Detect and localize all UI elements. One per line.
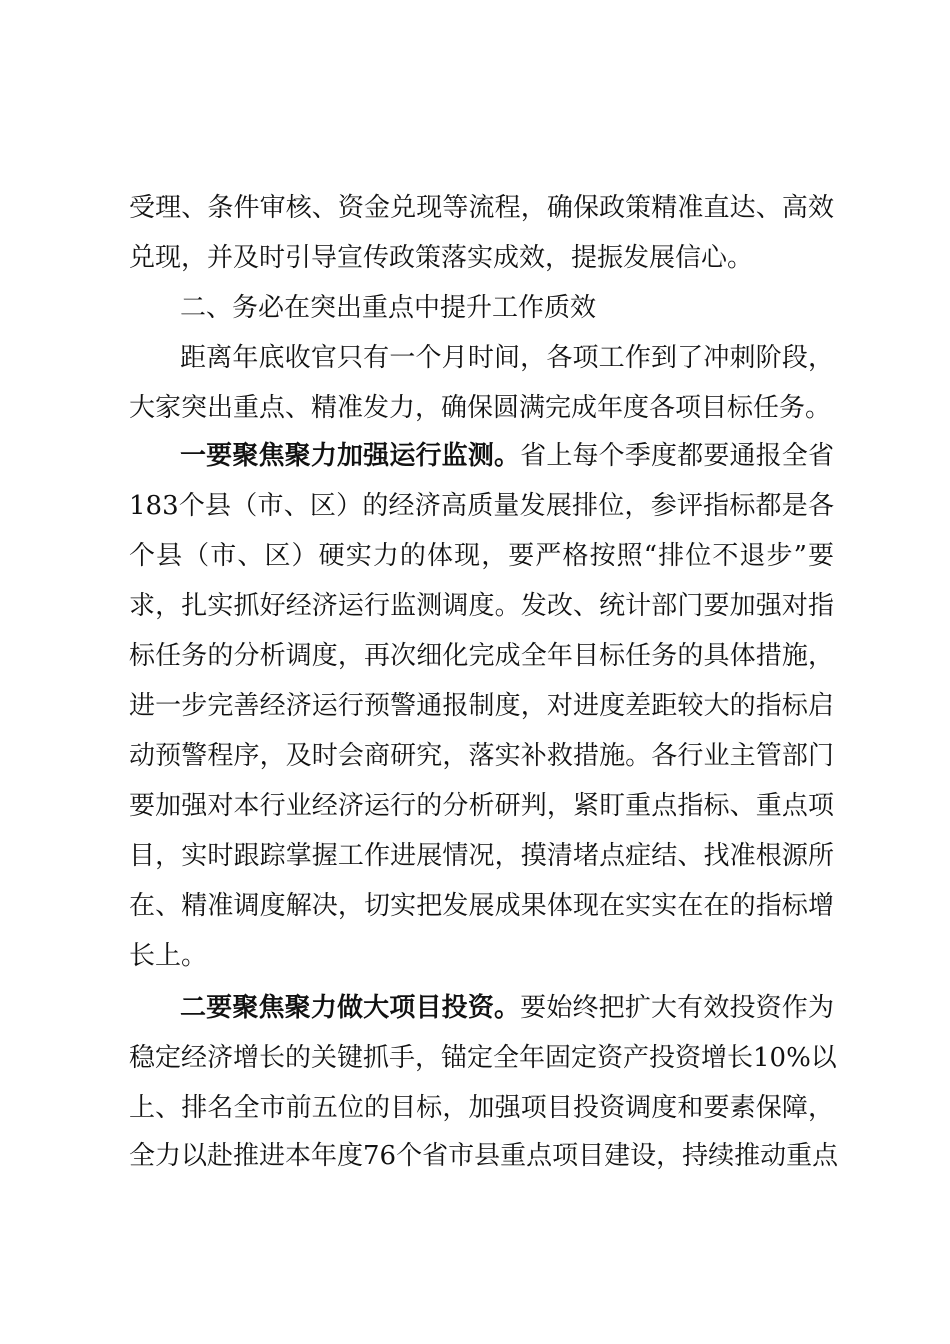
p3-line-1-rest: 省上每个季度都要通报全省 (520, 441, 834, 471)
p3-line-8: 要加强对本行业经济运行的分析研判，紧盯重点指标、重点项 (129, 791, 834, 821)
p1-line-1: 受理、条件审核、资金兑现等流程，确保政策精准直达、高效 (129, 193, 834, 223)
p3-line-3: 个县（市、区）硬实力的体现，要严格按照“排位不退步”要 (129, 541, 834, 571)
p3-line-6: 进一步完善经济运行预警通报制度，对进度差距较大的指标启 (129, 691, 834, 721)
p3-line-11: 长上。 (129, 941, 208, 971)
p1-line-2: 兑现，并及时引导宣传政策落实成效，提振发展信心。 (129, 243, 754, 273)
p3-lead-heading: 一要聚焦聚力加强运行监测。 (180, 441, 521, 471)
section-heading: 二、务必在突出重点中提升工作质效 (180, 293, 597, 323)
p4-line-2: 稳定经济增长的关键抓手，锚定全年固定资产投资增长10%以 (129, 1043, 837, 1073)
p4-line-1 (180, 990, 834, 1026)
p4-line-1-rest: 要始终把扩大有效投资作为 (520, 993, 834, 1023)
p3-line-1 (180, 438, 834, 474)
p3-line-5: 标任务的分析调度，再次细化完成全年目标任务的具体措施， (129, 641, 834, 671)
p2-line-1: 距离年底收官只有一个月时间，各项工作到了冲刺阶段， (180, 343, 834, 373)
p2-line-2: 大家突出重点、精准发力，确保圆满完成年度各项目标任务。 (129, 393, 832, 423)
p4-line-3: 上、排名全市前五位的目标，加强项目投资调度和要素保障， (129, 1093, 834, 1123)
p3-line-2: 183个县（市、区）的经济高质量发展排位，参评指标都是各 (129, 491, 834, 521)
p3-line-4: 求，扎实抓好经济运行监测调度。发改、统计部门要加强对指 (129, 591, 834, 621)
p4-lead-heading: 二要聚焦聚力做大项目投资。 (180, 993, 521, 1023)
p4-line-4: 全力以赴推进本年度76个省市县重点项目建设，持续推动重点 (129, 1141, 839, 1171)
p3-line-7: 动预警程序，及时会商研究，落实补救措施。各行业主管部门 (129, 741, 834, 771)
p3-line-9: 目，实时跟踪掌握工作进展情况，摸清堵点症结、找准根源所 (129, 841, 834, 871)
p3-line-10: 在、精准调度解决，切实把发展成果体现在实实在在的指标增 (129, 891, 834, 921)
